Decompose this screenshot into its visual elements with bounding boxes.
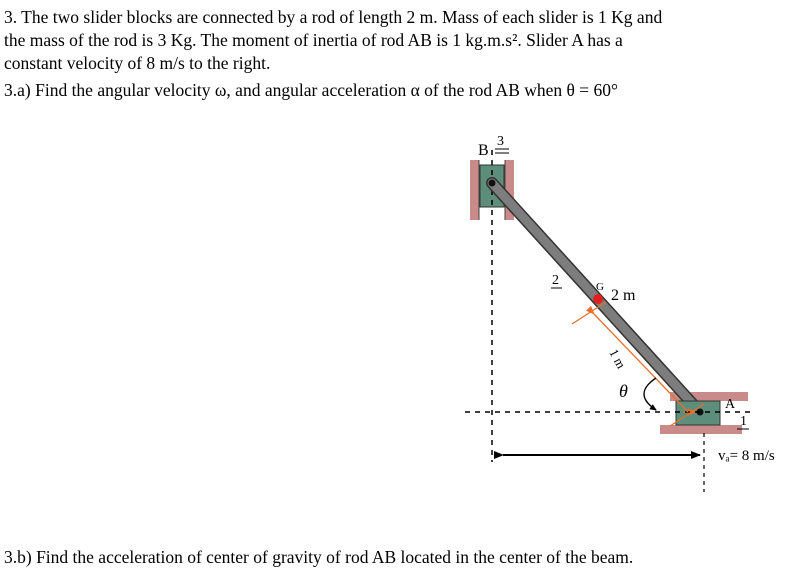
velocity-label: vₐ= 8 m/s <box>718 448 775 464</box>
angle-label: θ <box>619 381 628 401</box>
half-length-label: 1 m <box>606 346 629 371</box>
center-of-gravity <box>593 294 603 304</box>
pin-b <box>489 180 496 187</box>
ratio-mid-numerator: 2 <box>552 273 559 288</box>
ratio-b-numerator: 3 <box>497 134 504 149</box>
question-part-b: 3.b) Find the acceleration of center of gravity of rod AB located in the center of the beam. <box>4 547 634 567</box>
problem-statement-line-1: 3. The two slider blocks are connected by a rod of length 2 m. Mass of each slider is 1 Kg and <box>4 7 663 27</box>
dimension-1m-line <box>594 314 688 412</box>
ratio-a-numerator: 1 <box>740 414 747 429</box>
question-part-a: 3.a) Find the angular velocity ω, and angular acceleration α of the rod AB when θ = 60° <box>4 80 619 100</box>
guide-b-left <box>470 160 479 220</box>
problem-statement-line-3: constant velocity of 8 m/s to the right. <box>4 53 271 73</box>
label-g: G <box>596 281 604 293</box>
rod-length-label: 2 m <box>611 287 636 304</box>
guide-a-bottom <box>660 425 742 434</box>
problem-statement-line-2: the mass of the rod is 3 Kg. The moment of inertia of rod AB is 1 kg.m.s². Slider A has a <box>4 30 623 50</box>
label-a: A <box>725 397 736 412</box>
angle-arc <box>644 378 656 410</box>
label-b: B <box>478 142 489 159</box>
